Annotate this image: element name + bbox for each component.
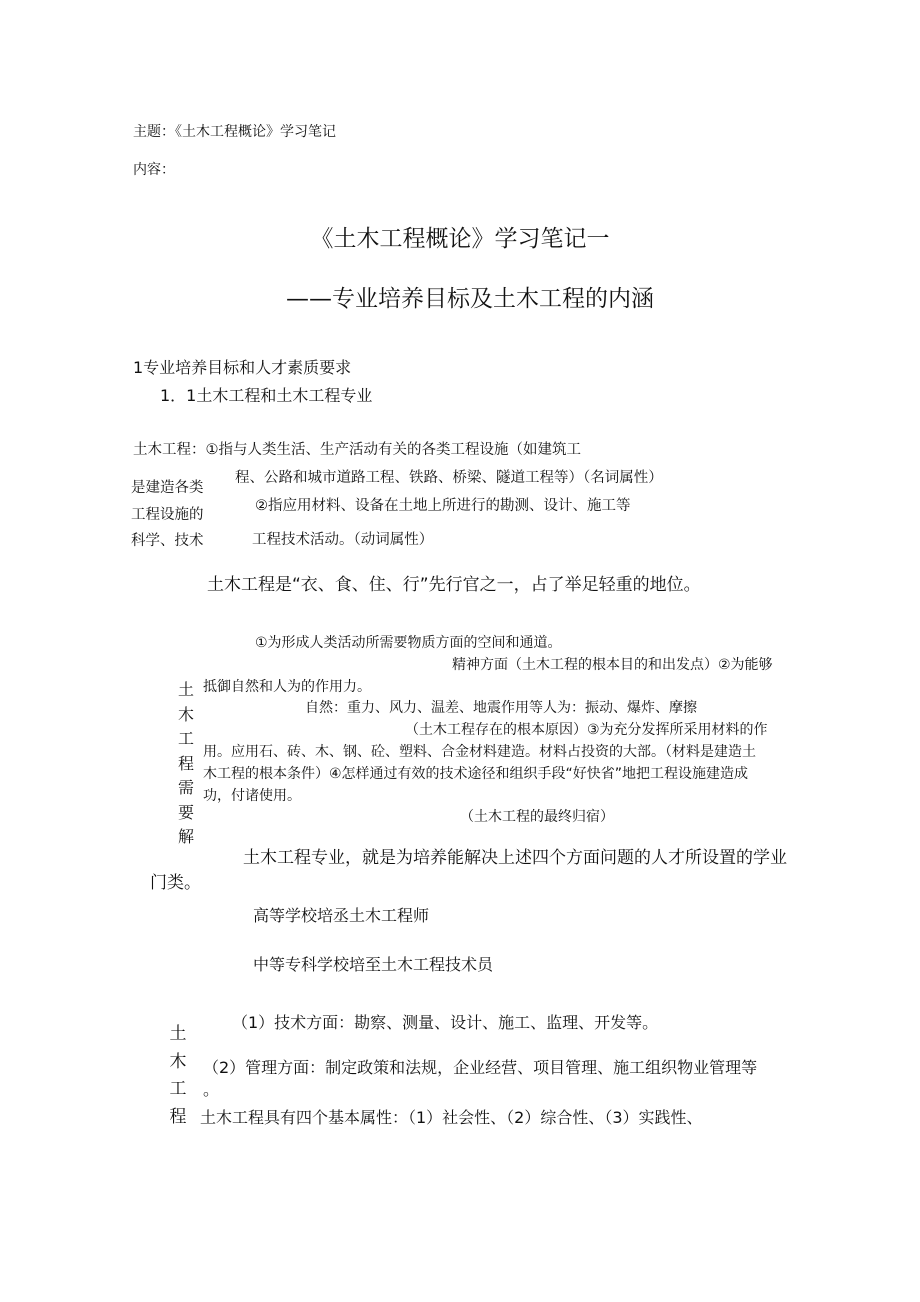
basic-attributes-line: 土木工程具有四个基本属性：（1）社会性、（2）综合性、（3）实践性、 xyxy=(200,1108,703,1127)
needs-line-4: 自然：重力、风力、温差、地震作用等人为：振动、爆炸、摩擦 xyxy=(305,700,697,716)
definition-line-2: 程、公路和城市道路工程、铁路、桥梁、隧道工程等）（名词属性） xyxy=(235,470,663,486)
needs-line-3: 抵御自然和人为的作用力。 xyxy=(203,679,371,695)
needs-line-5: （土木工程存在的根本原因）③为充分发挥所采用材料的作 xyxy=(405,722,768,738)
needs-line-8: 功，付诸使用。 xyxy=(203,788,301,804)
needs-line-1: ①为形成人类活动所需要物质方面的空间和通道。 xyxy=(255,635,562,651)
needs-vertical-label: 土木工程需要解 xyxy=(177,680,194,846)
definition-line-4: 工程技术活动。（动词属性） xyxy=(252,532,434,548)
aspects-vertical-label: 土木工程 xyxy=(169,1024,187,1127)
aspect-management: （2）管理方面：制定政策和法规，企业经营、项目管理、施工组织物业管理等 xyxy=(203,1058,758,1077)
needs-line-9: （土木工程的最终归宿） xyxy=(460,809,614,825)
major-line-2: 门类。 xyxy=(150,873,201,893)
aspect-management-end: 。 xyxy=(203,1080,220,1099)
major-line-4: 中等专科学校培至土木工程技术员 xyxy=(253,955,494,974)
aspect-technical: （1）技术方面：勘察、测量、设计、施工、监理、开发等。 xyxy=(232,1013,659,1032)
major-line-1: 土木工程专业，就是为培养能解决上述四个方面问题的人才所设置的学业 xyxy=(243,848,787,868)
major-line-3: 高等学校培丞土木工程师 xyxy=(253,906,430,925)
needs-line-6: 用。应用石、砖、木、钢、砼、塑料、合金材料建造。材料占投资的大部。（材料是建造土 xyxy=(203,744,756,760)
definition-line-1: 土木工程：①指与人类生活、生产活动有关的各类工程设施（如建筑工 xyxy=(133,442,581,458)
section-heading-1-1: 1．1土木工程和土木工程专业 xyxy=(160,386,373,405)
section-heading-1: 1专业培养目标和人才素质要求 xyxy=(133,358,352,377)
needs-line-2: 精神方面（土木工程的根本目的和出发点）②为能够 xyxy=(452,657,773,673)
content-label: 内容： xyxy=(133,162,175,178)
document-title: 《土木工程概论》学习笔记一 xyxy=(310,226,610,252)
definition-side-2: 工程设施的 xyxy=(131,507,204,523)
topic-line: 主题：《土木工程概论》学习笔记 xyxy=(133,124,336,140)
needs-line-7: 木工程的根本条件）④怎样通过有效的技术途径和组织手段“好快省”地把工程设施建造成 xyxy=(203,766,749,782)
definition-side-3: 科学、技术 xyxy=(131,533,204,549)
importance-line: 土木工程是“衣、食、住、行”先行官之一，占了举足轻重的地位。 xyxy=(207,575,701,595)
definition-line-3: ②指应用材料、设备在土地上所进行的勘测、设计、施工等 xyxy=(255,498,631,514)
definition-side-1: 是建造各类 xyxy=(131,480,204,496)
document-subtitle: ——专业培养目标及土木工程的内涵 xyxy=(286,286,654,312)
